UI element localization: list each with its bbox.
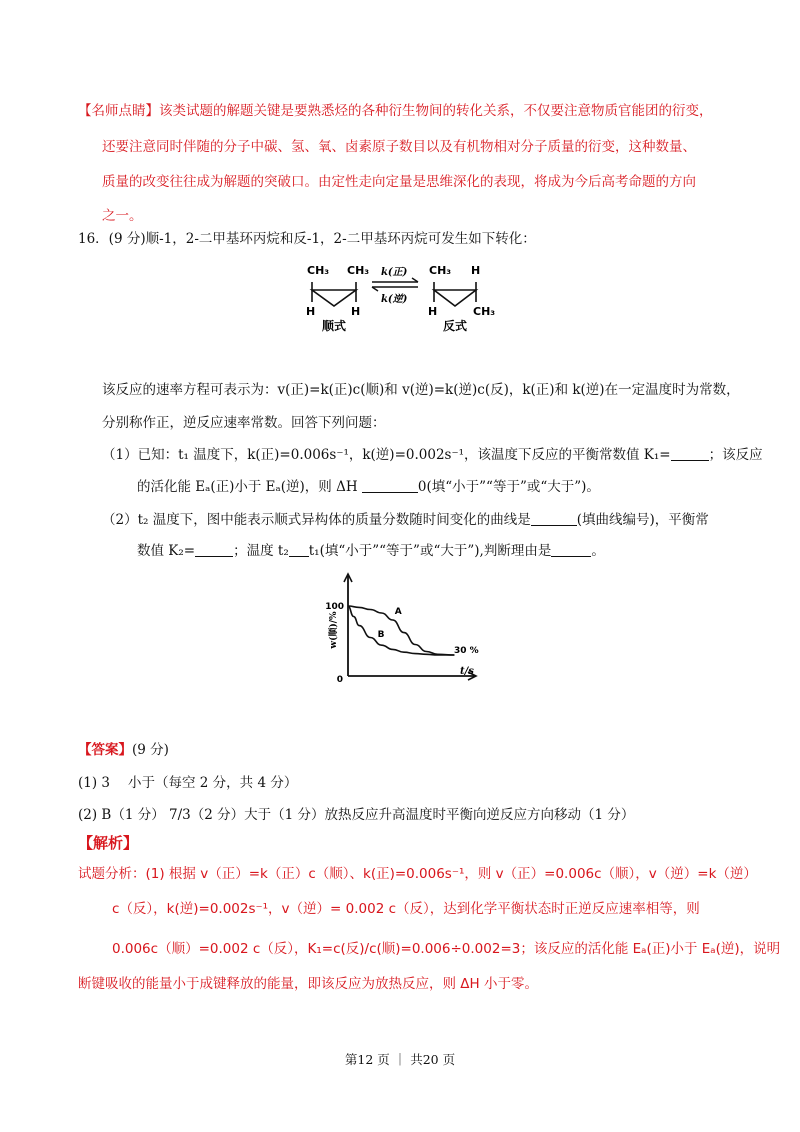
y-start-label: 100 — [325, 602, 344, 612]
cis-label: 顺式 — [322, 319, 347, 333]
mass-fraction-chart — [300, 568, 495, 686]
part2-line-2: 数值 K₂= ；温度 t₂ t₁(填“小于”“等于”或“大于”),判断理由是 。 — [137, 543, 605, 559]
answer-blank-k1 — [671, 447, 709, 461]
cis-h-left: H — [306, 305, 316, 318]
cis-ch3-left: CH₃ — [307, 264, 330, 277]
answer-blank-dh — [362, 479, 418, 493]
question-header: 16．(9 分)顺-1，2-二甲基环丙烷和反-1，2-二甲基环丙烷可发生如下转化： — [78, 231, 536, 247]
tip-label: 【名师点睛】 — [78, 103, 159, 119]
tip-line-4: 之一。 — [102, 208, 143, 224]
trans-h-top: H — [471, 264, 481, 277]
cis-h-right: H — [351, 305, 361, 318]
tip-line-1: 【名师点睛】该类试题的解题关键是要熟悉烃的各种衍生物间的转化关系，不仅要注意物质官能团的衍变， — [78, 103, 713, 119]
page-footer: 第12 页 ｜ 共20 页 — [344, 1052, 456, 1067]
answer-blank-temp — [289, 543, 309, 557]
rate-line-2: 分别称作正，逆反应速率常数。回答下列问题： — [102, 415, 386, 431]
x-axis-label: t/s — [460, 666, 474, 677]
rate-line-1: 该反应的速率方程可表示为：v(正)=k(正)c(顺)和 v(逆)=k(逆)c(反)，k(正)和 k(逆)在一定温度时为常数， — [102, 382, 740, 398]
answer-line-2: (2) B（1 分） 7/3（2 分）大于（1 分）放热反应升高温度时平衡向逆反应方向移动（1 分） — [78, 807, 635, 823]
origin-label: 0 — [336, 675, 343, 685]
trans-ch3-top: CH₃ — [429, 264, 452, 277]
trans-h-bottom: H — [428, 305, 438, 318]
trans-label: 反式 — [443, 319, 468, 333]
part1-line-2: 的活化能 Eₐ(正)小于 Eₐ(逆)，则 ΔH 0(填“小于”“等于”或“大于”)。 — [137, 479, 600, 495]
answer-blank-curve — [531, 512, 577, 526]
series-label-a: A — [394, 607, 402, 617]
cis-ch3-right: CH₃ — [347, 264, 370, 277]
analysis-line-3: 0.006c（顺）=0.002 c（反），K₁=c(反)/c(顺)=0.006÷0.002=3；该反应的活化能 Eₐ(正)小于 Eₐ(逆)，说明 — [112, 941, 781, 957]
reaction-scheme — [290, 258, 510, 342]
analysis-line-2: c（反），k(逆)=0.002s⁻¹，v（逆）= 0.002 c（反），达到化学平衡状态时正逆反应速率相等，则 — [112, 901, 700, 917]
tip-line-3: 质量的改变往往成为解题的突破口。由定性走向定量是思维深化的表现，将成为今后高考命题的方向 — [102, 174, 696, 190]
answer-header: 【答案】(9 分) — [78, 742, 169, 758]
answer-line-1: (1) 3 小于（每空 2 分，共 4 分） — [78, 775, 298, 791]
part1-line-1: （1）已知：t₁ 温度下，k(正)=0.006s⁻¹，k(逆)=0.002s⁻¹，该温度下反应的平衡常数值 K₁= ；该反应 — [102, 447, 763, 463]
end-value-label: 30 % — [454, 646, 479, 656]
k-forward-label: k(正) — [381, 267, 408, 278]
trans-ch3-bottom: CH₃ — [473, 305, 496, 318]
y-axis-label: w(顺)/% — [329, 611, 339, 649]
answer-blank-k2 — [195, 543, 233, 557]
k-reverse-label: k(逆) — [381, 294, 408, 305]
analysis-line-1: 试题分析：(1) 根据 v（正）=k（正）c（顺）、k(正)=0.006s⁻¹，则 v（正）=0.006c（顺），v（逆）=k（逆） — [78, 866, 757, 882]
tip-line-2: 还要注意同时伴随的分子中碳、氢、氧、卤素原子数目以及有机物相对分子质量的衍变，这种数量、 — [102, 139, 696, 155]
series-label-b: B — [377, 630, 385, 641]
answer-label: 【答案】 — [78, 742, 132, 758]
part2-line-1: （2）t₂ 温度下，图中能表示顺式异构体的质量分数随时间变化的曲线是 (填曲线编号)，平衡常 — [102, 512, 709, 528]
analysis-line-4: 断键吸收的能量小于成键释放的能量，即该反应为放热反应，则 ΔH 小于零。 — [78, 976, 538, 992]
analysis-label: 【解析】 — [78, 834, 139, 852]
answer-blank-reason — [551, 543, 591, 557]
